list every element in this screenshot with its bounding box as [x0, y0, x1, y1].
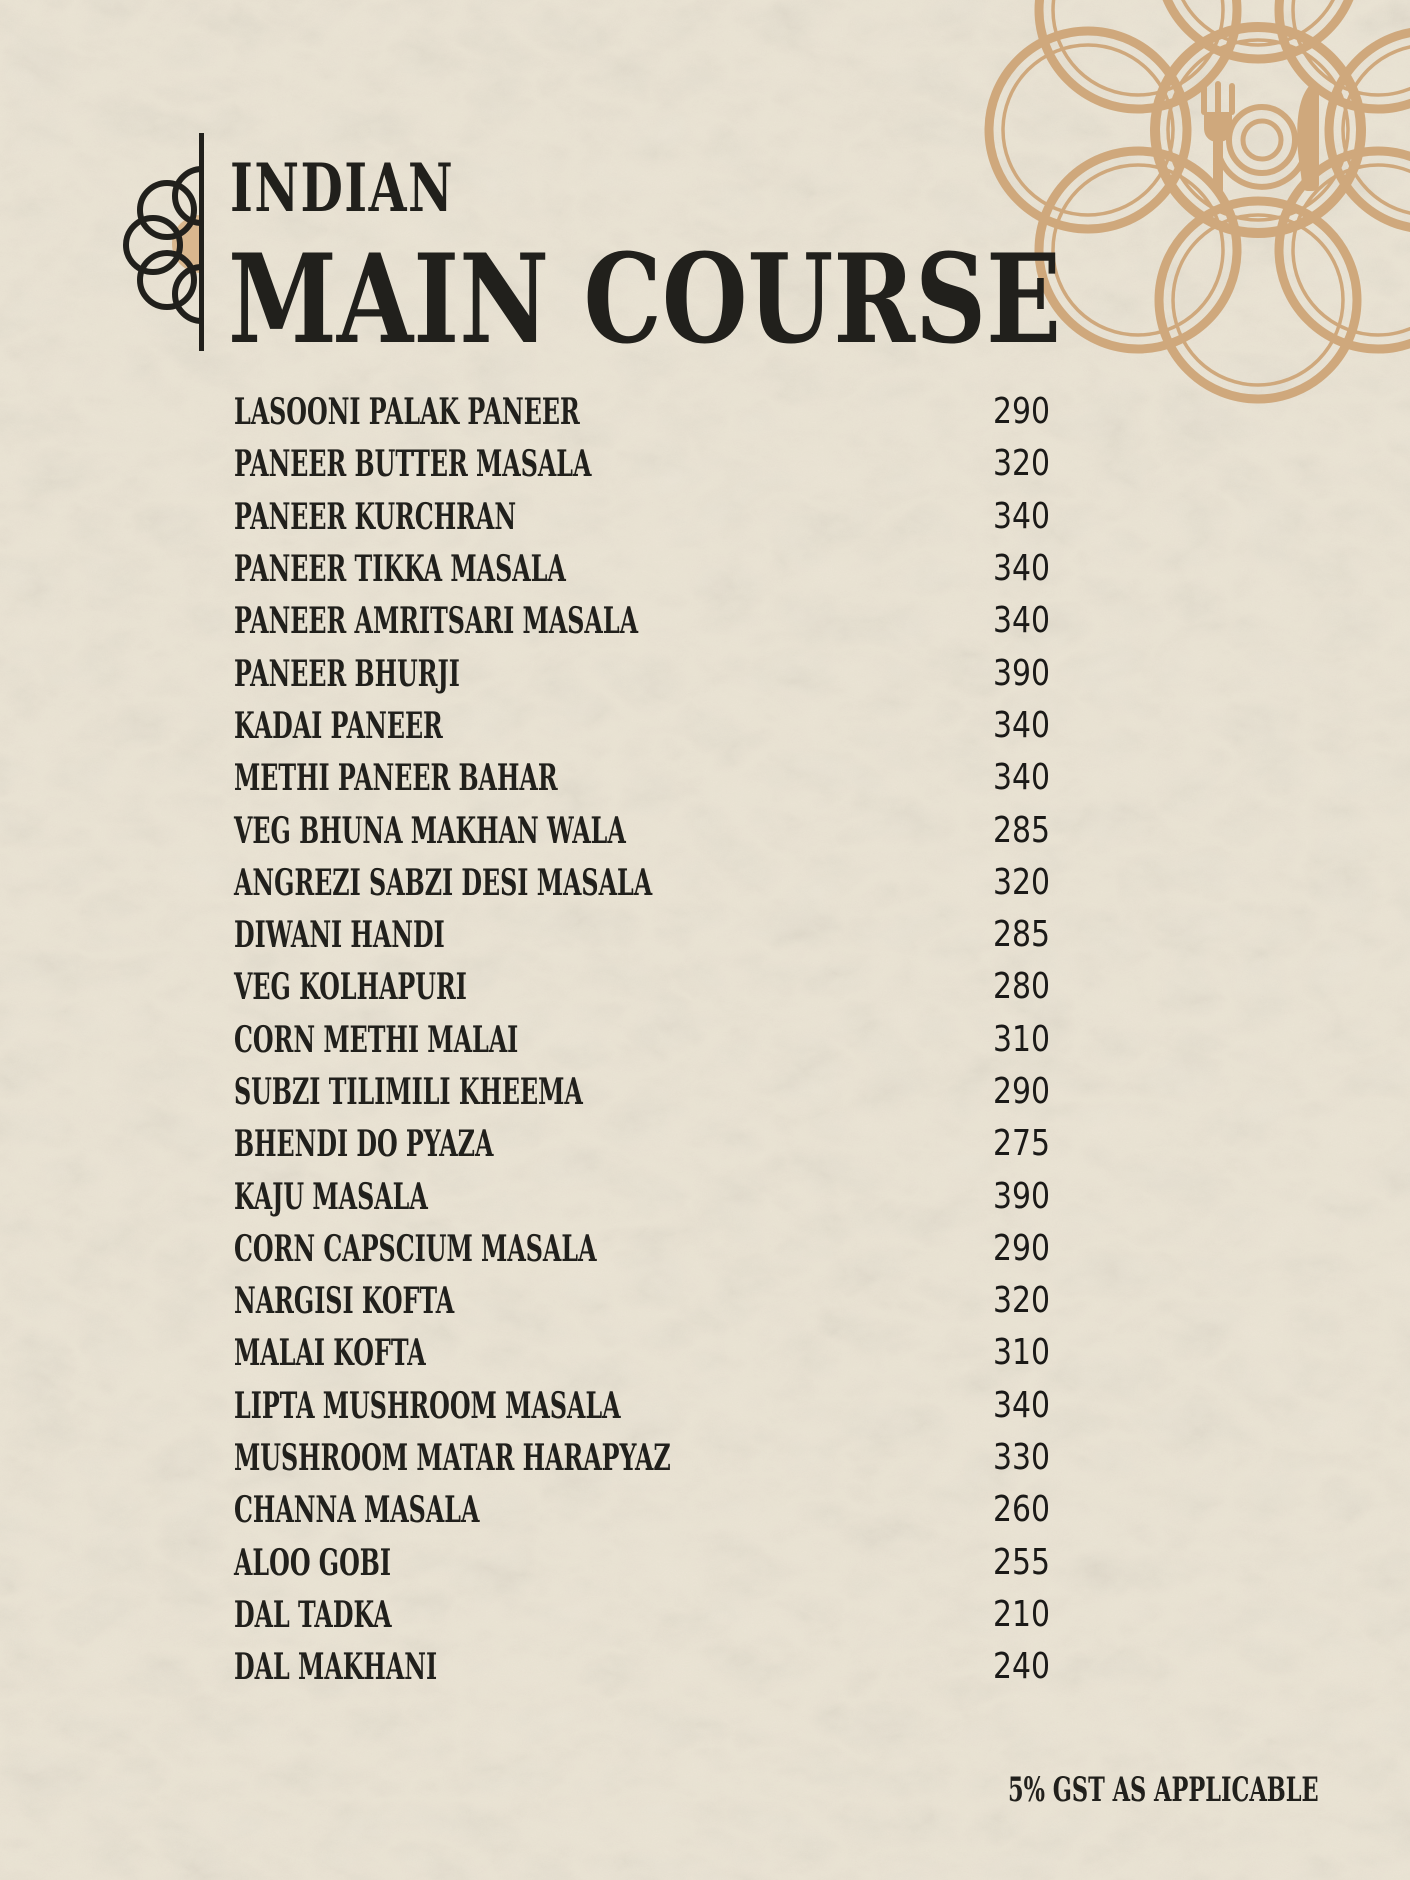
menu-item-name: KAJU MASALA	[234, 1175, 428, 1218]
menu-item-price: 210	[993, 1593, 1051, 1635]
menu-item-row	[234, 752, 1114, 804]
menu-item-row	[234, 1327, 1114, 1379]
menu-item-row	[234, 1223, 1114, 1275]
menu-item-row	[234, 1537, 1114, 1589]
knife-blade	[1297, 82, 1319, 191]
menu-item-price: 310	[993, 1332, 1051, 1374]
menu-item-name: BHENDI DO PYAZA	[234, 1123, 494, 1166]
menu-item-name: PANEER BUTTER MASALA	[234, 443, 592, 486]
menu-item-price: 280	[993, 966, 1051, 1008]
menu-item-name: ANGREZI SABZI DESI MASALA	[234, 861, 653, 904]
menu-item-price: 240	[993, 1646, 1051, 1688]
menu-item-price: 340	[993, 548, 1051, 590]
menu-item-name: PANEER KURCHRAN	[234, 495, 517, 538]
menu-item-row	[234, 700, 1114, 752]
menu-item-name: DIWANI HANDI	[234, 914, 445, 957]
menu-item-name: LASOONI PALAK PANEER	[234, 391, 580, 434]
menu-item-name: MUSHROOM MATAR HARAPYAZ	[234, 1437, 671, 1480]
menu-item-name: CORN CAPSCIUM MASALA	[234, 1227, 597, 1270]
menu-item-price: 340	[993, 600, 1051, 642]
menu-item-row	[234, 1484, 1114, 1536]
menu-item-row	[234, 595, 1114, 647]
menu-item-row	[234, 1170, 1114, 1222]
menu-item-row	[234, 961, 1114, 1013]
menu-item-price: 320	[993, 861, 1051, 903]
menu-item-name: KADAI PANEER	[234, 704, 443, 747]
gst-note: 5% GST AS APPLICABLE	[1008, 1770, 1319, 1810]
menu-item-price: 285	[993, 809, 1051, 851]
menu-item-name: SUBZI TILIMILI KHEEMA	[234, 1071, 583, 1113]
menu-item-name: METHI PANEER BAHAR	[234, 757, 558, 800]
menu-item-row	[234, 857, 1114, 909]
header-divider	[199, 133, 204, 351]
menu-item-row	[234, 491, 1114, 543]
menu-item-row	[234, 804, 1114, 856]
menu-item-price: 290	[993, 391, 1051, 433]
menu-item-row	[234, 386, 1114, 438]
menu-item-row	[234, 1432, 1114, 1484]
menu-item-name: ALOO GOBI	[234, 1541, 391, 1584]
menu-item-name: MALAI KOFTA	[234, 1332, 426, 1375]
menu-item-price: 255	[993, 1541, 1051, 1583]
menu-item-price: 390	[993, 652, 1051, 694]
menu-item-price: 260	[993, 1489, 1051, 1531]
menu-category: INDIAN	[230, 149, 455, 227]
menu-item-name: DAL TADKA	[234, 1593, 392, 1636]
fork-plate-knife-icon	[1204, 82, 1319, 191]
menu-item-row	[234, 1066, 1114, 1118]
menu-item-price: 340	[993, 1384, 1051, 1426]
menu-item-row	[234, 1014, 1114, 1066]
menu-item-price: 275	[993, 1123, 1051, 1165]
menu-item-row	[234, 909, 1114, 961]
menu-list	[234, 386, 1114, 1693]
menu-item-name: VEG KOLHAPURI	[234, 966, 467, 1009]
menu-item-price: 290	[993, 1071, 1051, 1112]
rosette-flower-outline-icon	[940, 0, 1410, 450]
menu-item-name: PANEER TIKKA MASALA	[234, 548, 566, 591]
menu-item-name: PANEER BHURJI	[234, 652, 460, 695]
menu-item-name: DAL MAKHANI	[234, 1646, 438, 1689]
menu-item-price: 290	[993, 1227, 1051, 1269]
menu-item-row	[234, 647, 1114, 699]
menu-item-price: 340	[993, 704, 1051, 746]
menu-item-name: LIPTA MUSHROOM MASALA	[234, 1384, 621, 1427]
menu-item-name: NARGISI KOFTA	[234, 1280, 455, 1323]
menu-item-row	[234, 1589, 1114, 1641]
menu-item-row	[234, 1641, 1114, 1693]
menu-item-row	[234, 1380, 1114, 1432]
menu-item-row	[234, 543, 1114, 595]
page-title: MAIN COURSE	[228, 228, 1062, 372]
menu-item-name: PANEER AMRITSARI MASALA	[234, 600, 639, 643]
menu-item-row	[234, 1118, 1114, 1170]
menu-item-price: 320	[993, 1280, 1051, 1322]
menu-item-name: CORN METHI MALAI	[234, 1018, 519, 1061]
menu-item-row	[234, 438, 1114, 490]
menu-item-name: VEG BHUNA MAKHAN WALA	[234, 809, 626, 852]
menu-item-price: 285	[993, 914, 1051, 956]
menu-item-price: 340	[993, 757, 1051, 799]
half-rosette-flower-icon	[118, 164, 202, 326]
menu-item-price: 340	[993, 495, 1051, 537]
menu-item-price: 330	[993, 1437, 1051, 1479]
menu-item-name: CHANNA MASALA	[234, 1489, 480, 1532]
menu-item-price: 310	[993, 1018, 1051, 1060]
menu-item-price: 390	[993, 1175, 1051, 1217]
menu-item-price: 320	[993, 443, 1051, 485]
menu-item-row	[234, 1275, 1114, 1327]
